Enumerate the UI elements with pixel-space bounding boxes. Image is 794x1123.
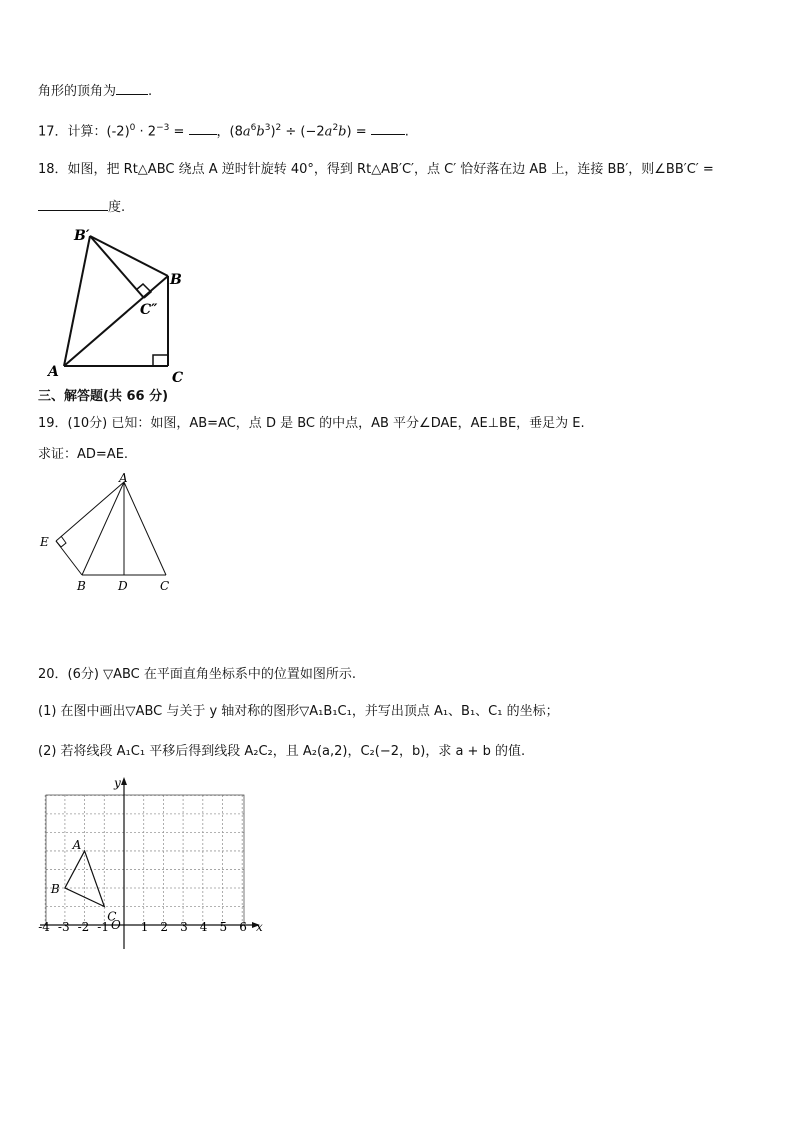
q17-expr3: (−2 [300,124,325,140]
q17-sep: ， [216,124,230,140]
q17-var-a2: a [324,124,333,140]
q19-line1: 19．(10分) 已知：如图，AB=AC，点 D 是 BC 的中点，AB 平分∠DAE，AE⊥BE，垂足为 E. [38,416,585,431]
q17-eq2: = [351,124,371,140]
y-axis-arrow-icon [121,777,127,785]
origin-label: O [111,918,121,932]
q18-label-cprime: C″ [140,302,158,318]
grid-border [46,795,244,925]
q19-label-a: A [119,472,128,485]
q18-unit: 度. [108,200,126,215]
q17-end: . [404,124,409,140]
x-tick-label: 1 [140,920,149,934]
q17-dot: · 2 [135,124,157,140]
x-tick-label: 2 [160,920,169,934]
q18-label-a: A [48,364,59,380]
q16-tail-end: . [148,84,153,99]
q17-exp6: 6 [250,123,257,133]
q17-var-b: b [256,124,265,140]
q19-label-b: B [77,579,86,592]
q17-expr2-open: (8 [229,124,243,140]
q17-eq: = [169,124,189,140]
x-axis-label: x [256,920,263,934]
q18-line2 [38,198,125,217]
q17-number: 17．计算： [38,124,107,140]
q19-figure [36,472,186,592]
q17-div: ÷ [281,124,301,140]
q16-tail-text: 角形的顶角为 [38,84,117,99]
q20-line1: 20．(6分) ▽ABC 在平面直角坐标系中的位置如图所示. [38,667,357,682]
x-tick-label: 6 [239,920,247,934]
point-label-c: C [107,909,117,924]
q16-answer-blank[interactable] [116,82,148,95]
q16-tail [38,82,152,101]
q20-coordinate-grid [36,775,276,950]
x-tick-label: 3 [180,920,188,934]
x-tick-labels [38,920,247,934]
q18-label-b: B [170,272,182,288]
q17-exp2: 2 [275,123,282,133]
point-label-b: B [50,881,60,896]
q17-var-b2: b [338,124,347,140]
grid-lines [45,795,244,925]
q18-label-bprime: B′ [74,228,90,244]
q19-label-c: C [160,579,170,592]
q17-exp2b: 2 [332,123,339,133]
q18-label-c: C [172,370,184,384]
section-3-heading: 三、解答题(共 66 分) [38,389,169,404]
q17-var-a: a [242,124,251,140]
q17-exp0: 0 [129,123,136,133]
q19-line2: 求证：AD=AE. [38,447,129,462]
q17-expm3: −3 [156,123,170,133]
x-tick-label: 5 [219,920,228,934]
q19-label-d: D [118,579,128,592]
q17-expr3-close: ) [346,124,352,140]
q18-line1: 18．如图，把 Rt△ABC 绕点 A 逆时针旋转 40°，得到 Rt△AB′C′，点 C′ 恰好落在边 AB 上，连接 BB′，则∠BB′C′ = [38,162,714,177]
q17-answer-blank-1[interactable] [189,122,217,135]
q17-expr1: (-2) [106,124,130,140]
q17-exp3: 3 [264,123,271,133]
q20-line2: (1) 在图中画出▽ABC 与关于 y 轴对称的图形▽A₁B₁C₁，并写出顶点 A₁、B₁、C₁ 的坐标； [38,704,559,719]
q18-figure [40,224,200,384]
q20-line3: (2) 若将线段 A₁C₁ 平移后得到线段 A₂C₂，且 A₂(a,2)，C₂(−2，b)，求 a + b 的值. [38,744,526,759]
x-tick-label: -4 [38,920,50,934]
x-tick-label: -3 [57,920,70,934]
x-tick-label: 4 [199,920,208,934]
x-tick-label: -2 [77,920,90,934]
q17-answer-blank-2[interactable] [371,122,405,135]
q17-expr2-close: ) [270,124,276,140]
q18-answer-blank[interactable] [38,198,108,211]
point-label-a: A [72,837,82,852]
x-tick-label: -1 [97,920,110,934]
y-axis-label: y [114,776,121,790]
q19-label-e: E [40,535,49,549]
q17 [38,119,409,141]
